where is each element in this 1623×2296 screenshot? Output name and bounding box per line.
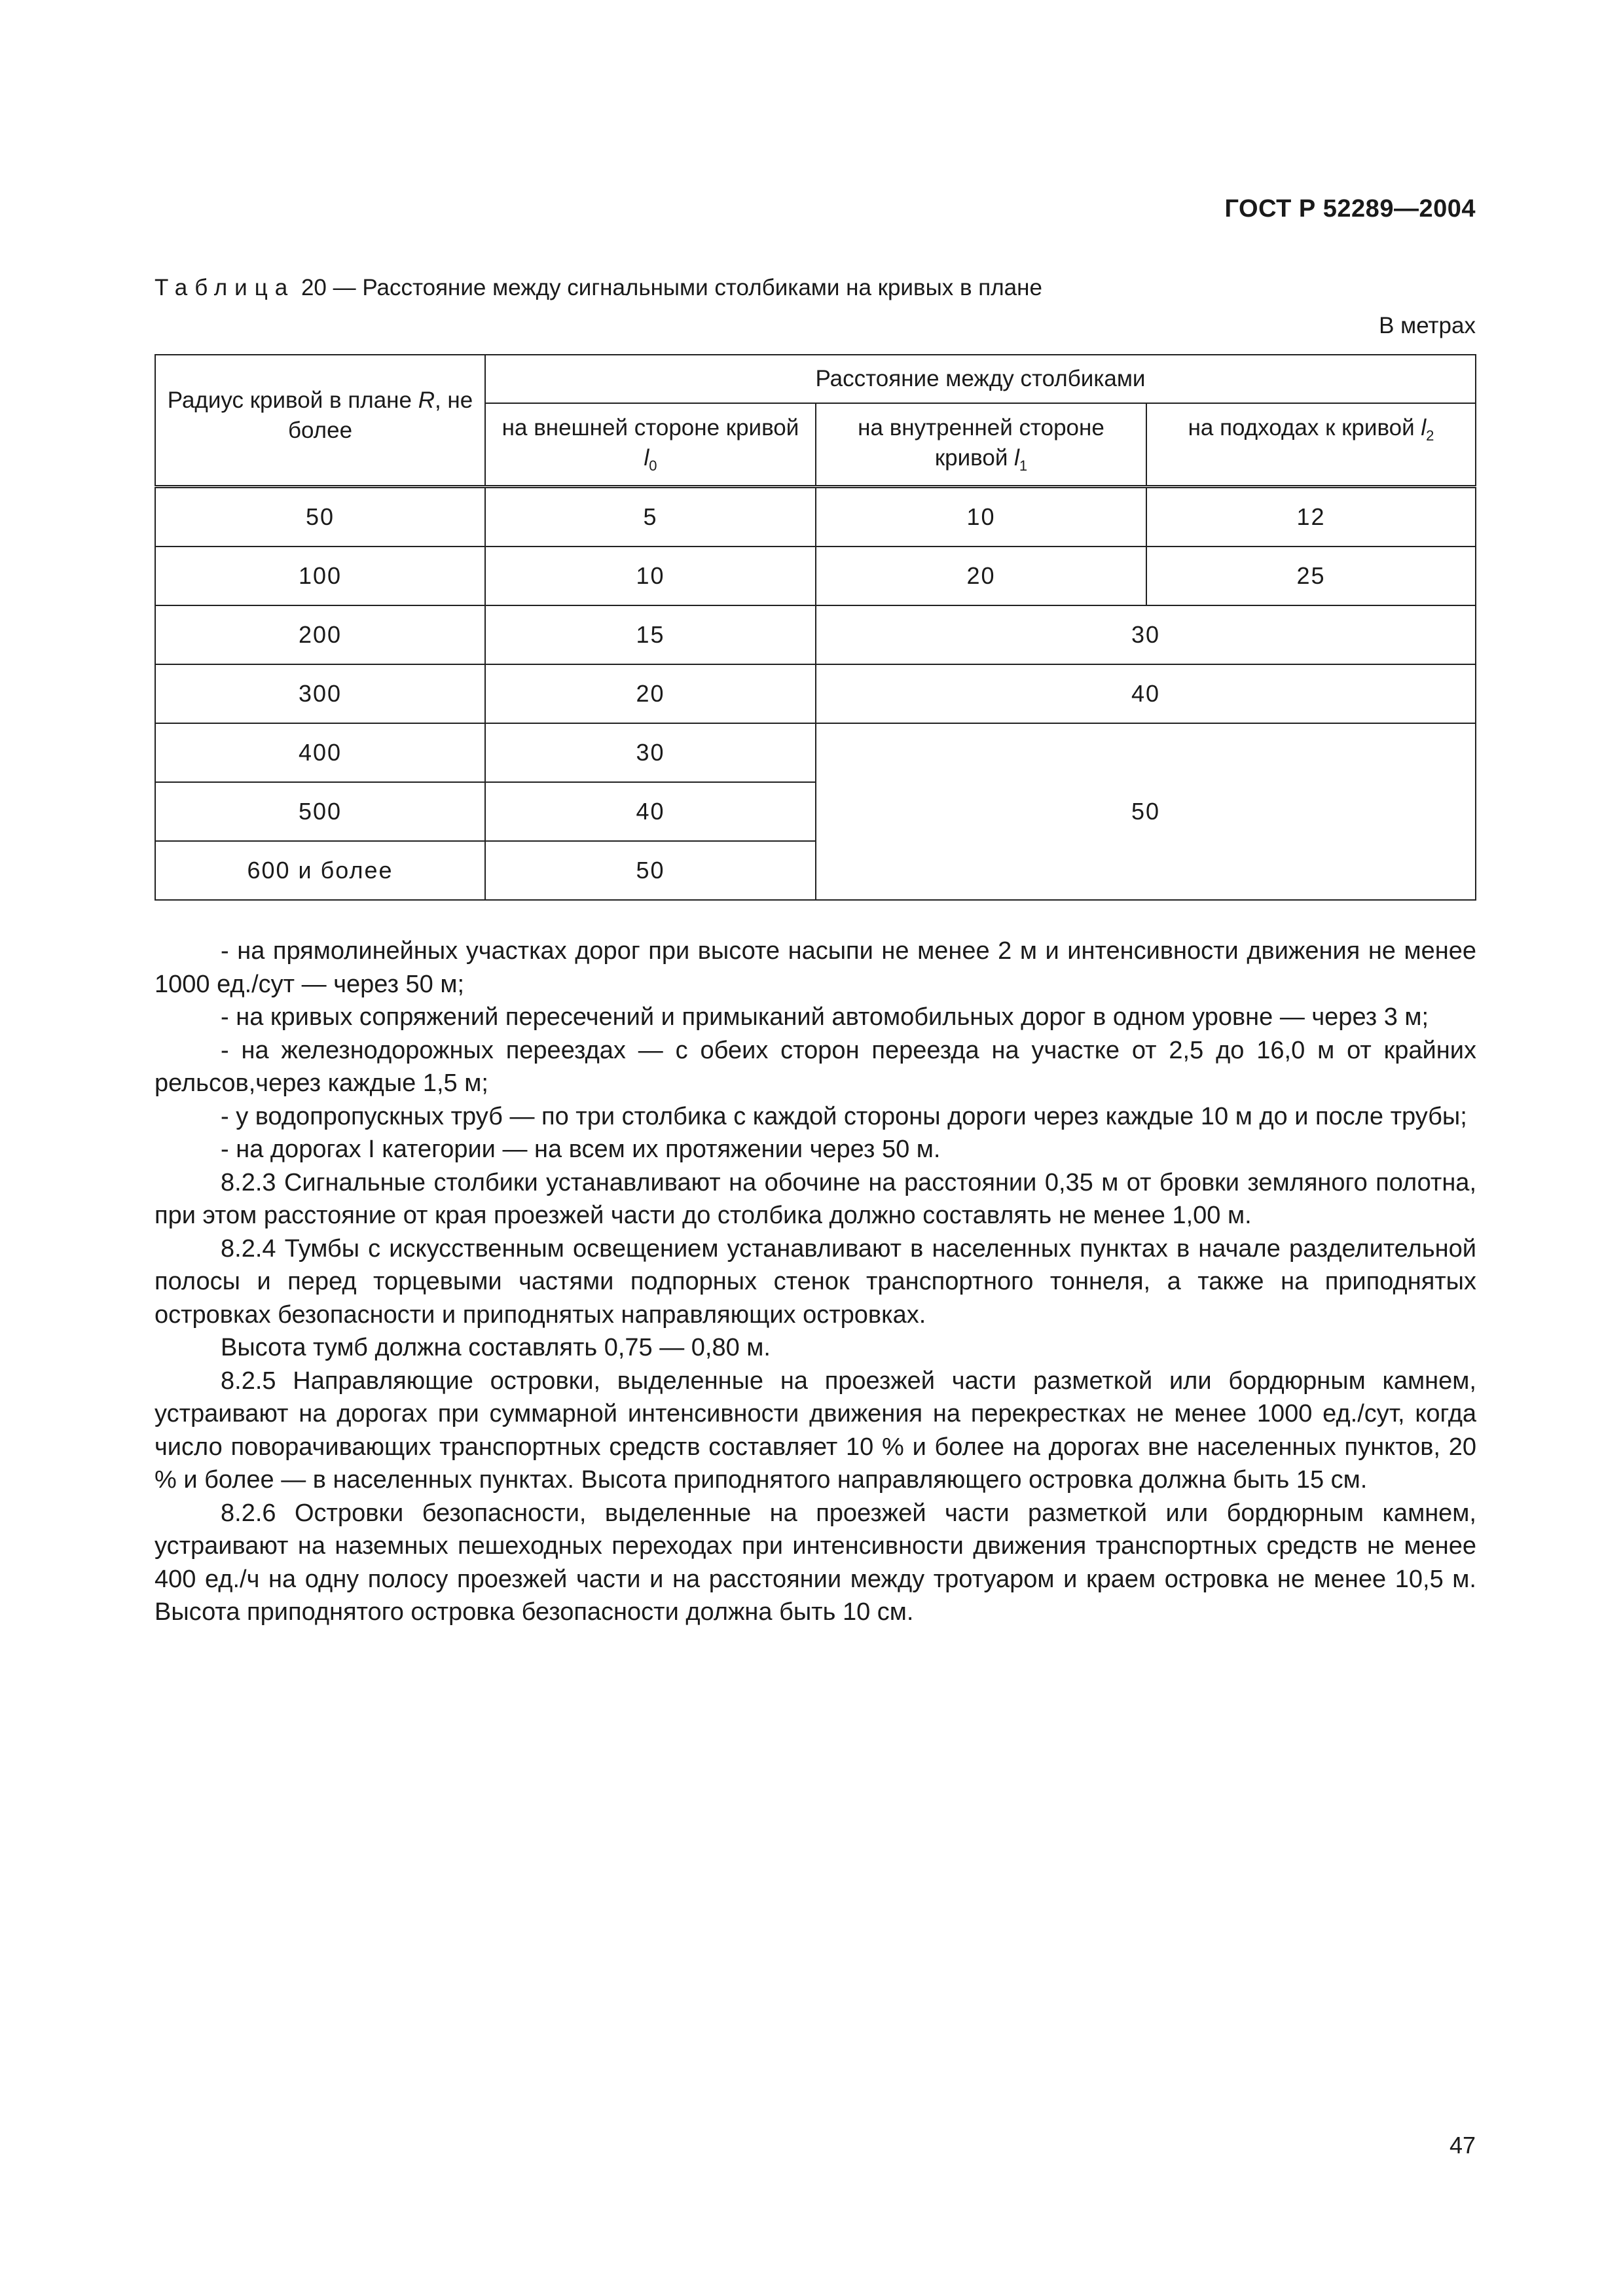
cell-radius: 50 <box>155 487 485 547</box>
table-units: В метрах <box>1379 313 1476 338</box>
header-distance-group: Расстояние между столбиками <box>485 355 1476 403</box>
cell-outer: 5 <box>485 487 816 547</box>
header-approach: на подходах к кривой $l_2$ <box>1146 403 1476 487</box>
cell-inner: 10 <box>816 487 1146 547</box>
cell-radius: 400 <box>155 723 485 782</box>
table-row <box>155 487 1476 547</box>
paragraph: 8.2.5 Направляющие островки, выделенные на проезжей части разметкой или бордюрным камнем, устраивают на дорогах при суммарной интенсивности движения на перекрестках не менее 1000 ед./сут, когда число поворачивающих транспортных средств составляет 10 % и более на дорогах вне населенных пунктов, 20 % и более — в населенных пунктах. Высота приподнятого направляющего островка должна быть 15 см. <box>155 1367 1476 1494</box>
cell-outer: 15 <box>485 605 816 664</box>
cell-outer: 40 <box>485 782 816 841</box>
header-inner-side: на внутренней стороне кривой $l_1$ <box>816 403 1146 487</box>
distance-table <box>155 354 1476 901</box>
cell-inner-approach-merged: 30 <box>816 605 1476 664</box>
cell-radius: 600 и более <box>155 841 485 900</box>
cell-inner: 20 <box>816 547 1146 605</box>
table-caption-text: 20 — Расстояние между сигнальными столбиками на кривых в плане <box>295 275 1042 300</box>
cell-radius: 100 <box>155 547 485 605</box>
paragraph: 8.2.6 Островки безопасности, выделенные на проезжей части разметкой или бордюрным камнем, устраивают на наземных пешеходных переходах при интенсивности движения транспортных средств не менее 400 ед./ч на одну полосу проезжей части и на расстоянии между тротуаром и краем островка не менее 10,5 м. Высота приподнятого островка безопасности должна быть 10 см. <box>155 1499 1476 1626</box>
table-row <box>155 547 1476 605</box>
paragraph: - на прямолинейных участках дорог при высоте насыпи не менее 2 м и интенсивности движения не менее 1000 ед./сут — через 50 м; <box>155 937 1476 998</box>
cell-outer: 50 <box>485 841 816 900</box>
header-outer-side: на внешней стороне кривой $l_0$ <box>485 403 816 487</box>
cell-radius: 500 <box>155 782 485 841</box>
paragraph: - на дорогах I категории — на всем их протяжении через 50 м. <box>221 1136 941 1163</box>
cell-outer: 10 <box>485 547 816 605</box>
cell-outer: 20 <box>485 664 816 723</box>
cell-inner-approach-block: 50 <box>816 723 1476 900</box>
cell-inner-approach-merged: 40 <box>816 664 1476 723</box>
paragraph: - на кривых сопряжений пересечений и примыканий автомобильных дорог в одном уровне — через 3 м; <box>221 1003 1429 1031</box>
document-code: ГОСТ Р 52289—2004 <box>1224 195 1476 223</box>
page-number: 47 <box>1449 2132 1476 2159</box>
cell-radius: 200 <box>155 605 485 664</box>
table-row <box>155 723 1476 782</box>
table-row <box>155 605 1476 664</box>
cell-outer: 30 <box>485 723 816 782</box>
radius-symbol: R <box>418 387 435 413</box>
cell-approach: 12 <box>1146 487 1476 547</box>
header-radius: Радиус кривой в плане R, не более <box>155 355 485 487</box>
paragraph: 8.2.3 Сигнальные столбики устанавливают на обочине на расстоянии 0,35 м от бровки земляного полотна, при этом расстояние от края проезжей части до столбика должно составлять не менее 1,00 м. <box>155 1168 1476 1229</box>
table-row <box>155 664 1476 723</box>
paragraph: - на железнодорожных переездах — с обеих сторон переезда на участке от 2,5 до 16,0 м от крайних рельсов,через каждые 1,5 м; <box>155 1036 1476 1097</box>
paragraph: 8.2.4 Тумбы с искусственным освещением устанавливают в населенных пунктах в начале разделительной полосы и перед торцевыми частями подпорных стенок транспортного тоннеля, а также на приподнятых островках безопасности и приподнятых направляющих островках. <box>155 1234 1476 1329</box>
table-caption-prefix: Таблица <box>155 275 295 300</box>
table-caption <box>155 275 1042 301</box>
paragraph: Высота тумб должна составлять 0,75 — 0,80 м. <box>221 1334 771 1361</box>
body-text <box>155 935 1476 1629</box>
paragraph: - у водопропускных труб — по три столбика с каждой стороны дороги через каждые 10 м до и после трубы; <box>221 1102 1467 1130</box>
cell-approach: 25 <box>1146 547 1476 605</box>
cell-radius: 300 <box>155 664 485 723</box>
